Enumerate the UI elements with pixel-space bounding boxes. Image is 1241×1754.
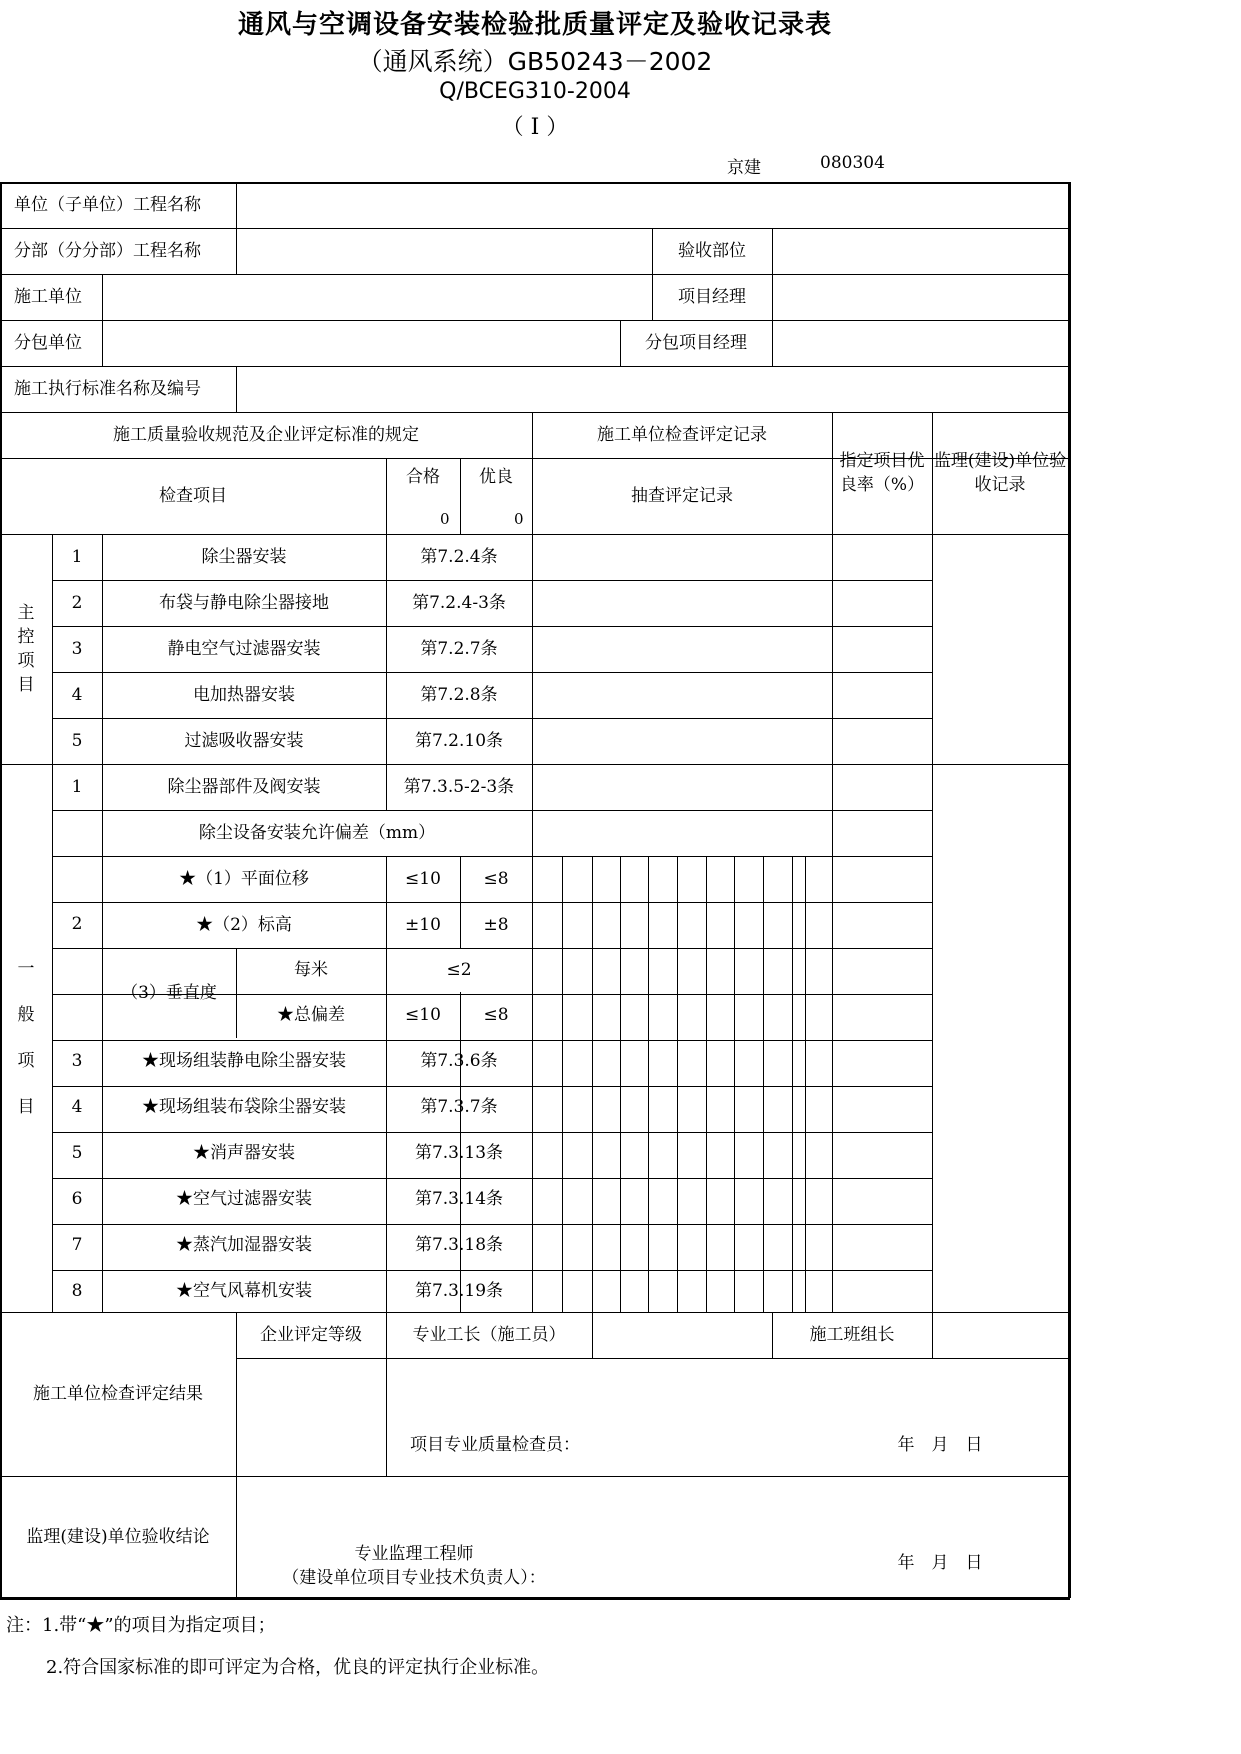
standard-name-label: 施工执行标准名称及编号 [14,379,201,399]
grid-line [648,856,649,1312]
grid-line [592,1312,593,1358]
supervision-engineer-label: 专业监理工程师 [354,1544,474,1564]
total-deviation-qualified: ≤10 [405,1005,441,1025]
qualified-header: 合格 [406,467,440,487]
grid-line [734,856,735,1312]
general-label-char: 一 [17,959,35,979]
team-leader-label: 施工班组长 [809,1325,895,1345]
general-item-no: 1 [71,777,83,797]
general-item-no: 4 [71,1097,83,1117]
main-item-no: 2 [71,593,83,613]
general-item-name: 除尘器部件及阀安装 [167,777,321,797]
per-meter-value: ≤2 [446,960,472,980]
general-label-char: 般 [17,1005,35,1025]
form-title: 通风与空调设备安装检验批质量评定及验收记录表 [237,10,832,40]
designated-rate-header: 指定项目优良率（%） [839,451,925,495]
grid-line [592,856,593,1312]
main-item-name: 电加热器安装 [193,685,295,705]
form-volume: （ Ⅰ ） [501,115,569,140]
inspection-form-table [0,182,1072,1602]
grid-line [532,534,533,1312]
general-item-no: 8 [71,1281,83,1301]
main-item-clause: 第7.2.4-3条 [412,593,506,613]
main-item-no: 3 [71,639,83,659]
supervision-date: 年 月 日 [897,1553,983,1573]
qualified-count: 0 [440,510,450,528]
grid-line [772,274,773,320]
main-item-name: 除尘器安装 [201,547,287,567]
general-item-clause: 第7.3.13条 [414,1143,504,1163]
grid-line [236,1358,1070,1359]
general-item-no: 3 [71,1051,83,1071]
notes [6,1605,549,1689]
elevation-name: ★（2）标高 [196,915,292,935]
plane-displacement-qualified: ≤10 [405,869,441,889]
general-item-no: 2 [71,914,83,934]
main-item-no: 5 [71,731,83,751]
standard-code: Q/BCEG310-2004 [439,79,631,104]
grid-line [620,856,621,1312]
check-item-header: 检查项目 [159,486,227,506]
main-item-clause: 第7.2.4条 [420,547,498,567]
grid-line [932,1312,933,1358]
elevation-qualified: ±10 [405,915,441,935]
main-item-clause: 第7.2.7条 [420,639,498,659]
excellent-count: 0 [514,510,524,528]
grid-line [0,274,1070,275]
result-date: 年 月 日 [897,1435,983,1455]
general-item-name: ★空气风幕机安装 [176,1281,312,1301]
supervision-engineer-note: （建设单位项目专业技术负责人）： [282,1568,546,1588]
general-item-name: ★消声器安装 [193,1143,295,1163]
general-item-no: 6 [71,1189,83,1209]
general-item-clause: 第7.3.18条 [414,1235,504,1255]
sampling-record-header: 抽查评定记录 [631,486,733,506]
main-item-no: 4 [71,685,83,705]
plane-displacement-name: ★（1）平面位移 [179,869,309,889]
general-items-label [0,764,52,1312]
excellent-header: 优良 [479,467,513,487]
grid-line [236,182,237,228]
note-1: 注：1.带“★”的项目为指定项目； [6,1615,276,1636]
supervision-label: 监理(建设)单位验收结论 [26,1527,210,1547]
check-record-header: 施工单位检查评定记录 [597,425,767,445]
general-item-clause: 第7.3.19条 [414,1281,504,1301]
grid-line [772,228,773,274]
general-item-name: ★蒸汽加湿器安装 [176,1235,312,1255]
main-item-clause: 第7.2.10条 [414,731,504,751]
subcontract-pm-label: 分包项目经理 [645,333,747,353]
construction-unit-label: 施工单位 [14,287,82,307]
general-item-clause: 第7.3.6条 [420,1051,498,1071]
supervision-record-header: 监理(建设)单位验收记录 [933,451,1067,495]
spec-header: 施工质量验收规范及企业评定标准的规定 [113,425,419,445]
total-deviation-excellent: ≤8 [483,1005,509,1025]
form-code-number: 080304 [820,153,885,173]
per-meter-name: 每米 [294,960,328,980]
main-item-name: 布袋与静电除尘器接地 [159,593,329,613]
elevation-excellent: ±8 [483,915,509,935]
grid-line [763,856,764,1312]
note-2: 2.符合国家标准的即可评定为合格，优良的评定执行企业标准。 [46,1657,550,1678]
grade-label: 企业评定等级 [260,1325,362,1345]
grid-line [772,320,773,366]
total-deviation-name: ★总偏差 [277,1005,345,1025]
project-manager-label: 项目经理 [678,287,746,307]
general-item-no: 7 [71,1235,83,1255]
general-label-char: 项 [17,1051,35,1071]
general-item-clause: 第7.3.14条 [414,1189,504,1209]
form-subtitle: （通风系统）GB50243－2002 [357,47,713,76]
grid-line [236,366,237,412]
general-item-no: 5 [71,1143,83,1163]
result-label: 施工单位检查评定结果 [33,1384,203,1404]
deviation-heading: 除尘设备安装允许偏差（mm） [198,823,436,843]
unit-project-name-label: 单位（子单位）工程名称 [14,195,201,215]
grid-line [792,856,793,1312]
verticality-label: （3）垂直度 [121,983,217,1003]
main-item-name: 静电空气过滤器安装 [167,639,321,659]
general-item-clause: 第7.3.5-2-3条 [403,777,515,797]
general-label-char: 目 [17,1097,35,1117]
main-item-name: 过滤吸收器安装 [184,731,304,751]
grid-line [236,228,237,274]
general-item-clause: 第7.3.7条 [420,1097,498,1117]
main-item-no: 1 [71,547,83,567]
general-item-name: ★现场组装静电除尘器安装 [142,1051,346,1071]
grid-line [0,320,1070,321]
main-item-clause: 第7.2.8条 [420,685,498,705]
main-control-label: 主控项目 [17,603,35,695]
grid-line [562,856,563,1312]
general-item-name: ★空气过滤器安装 [176,1189,312,1209]
grid-line [832,412,833,1312]
subcontract-unit-label: 分包单位 [14,333,82,353]
quality-inspector-label: 项目专业质量检查员： [410,1435,580,1455]
form-code-prefix: 京建 [727,158,761,178]
grid-line [1068,182,1071,1598]
grid-line [805,856,806,1312]
acceptance-part-label: 验收部位 [678,241,746,261]
general-item-name: ★现场组装布袋除尘器安装 [142,1097,346,1117]
foreman-label: 专业工长（施工员） [412,1325,566,1345]
plane-displacement-excellent: ≤8 [483,869,509,889]
grid-line [706,856,707,1312]
grid-line [677,856,678,1312]
sub-project-name-label: 分部（分分部）工程名称 [14,241,201,261]
grid-line [932,412,933,1312]
